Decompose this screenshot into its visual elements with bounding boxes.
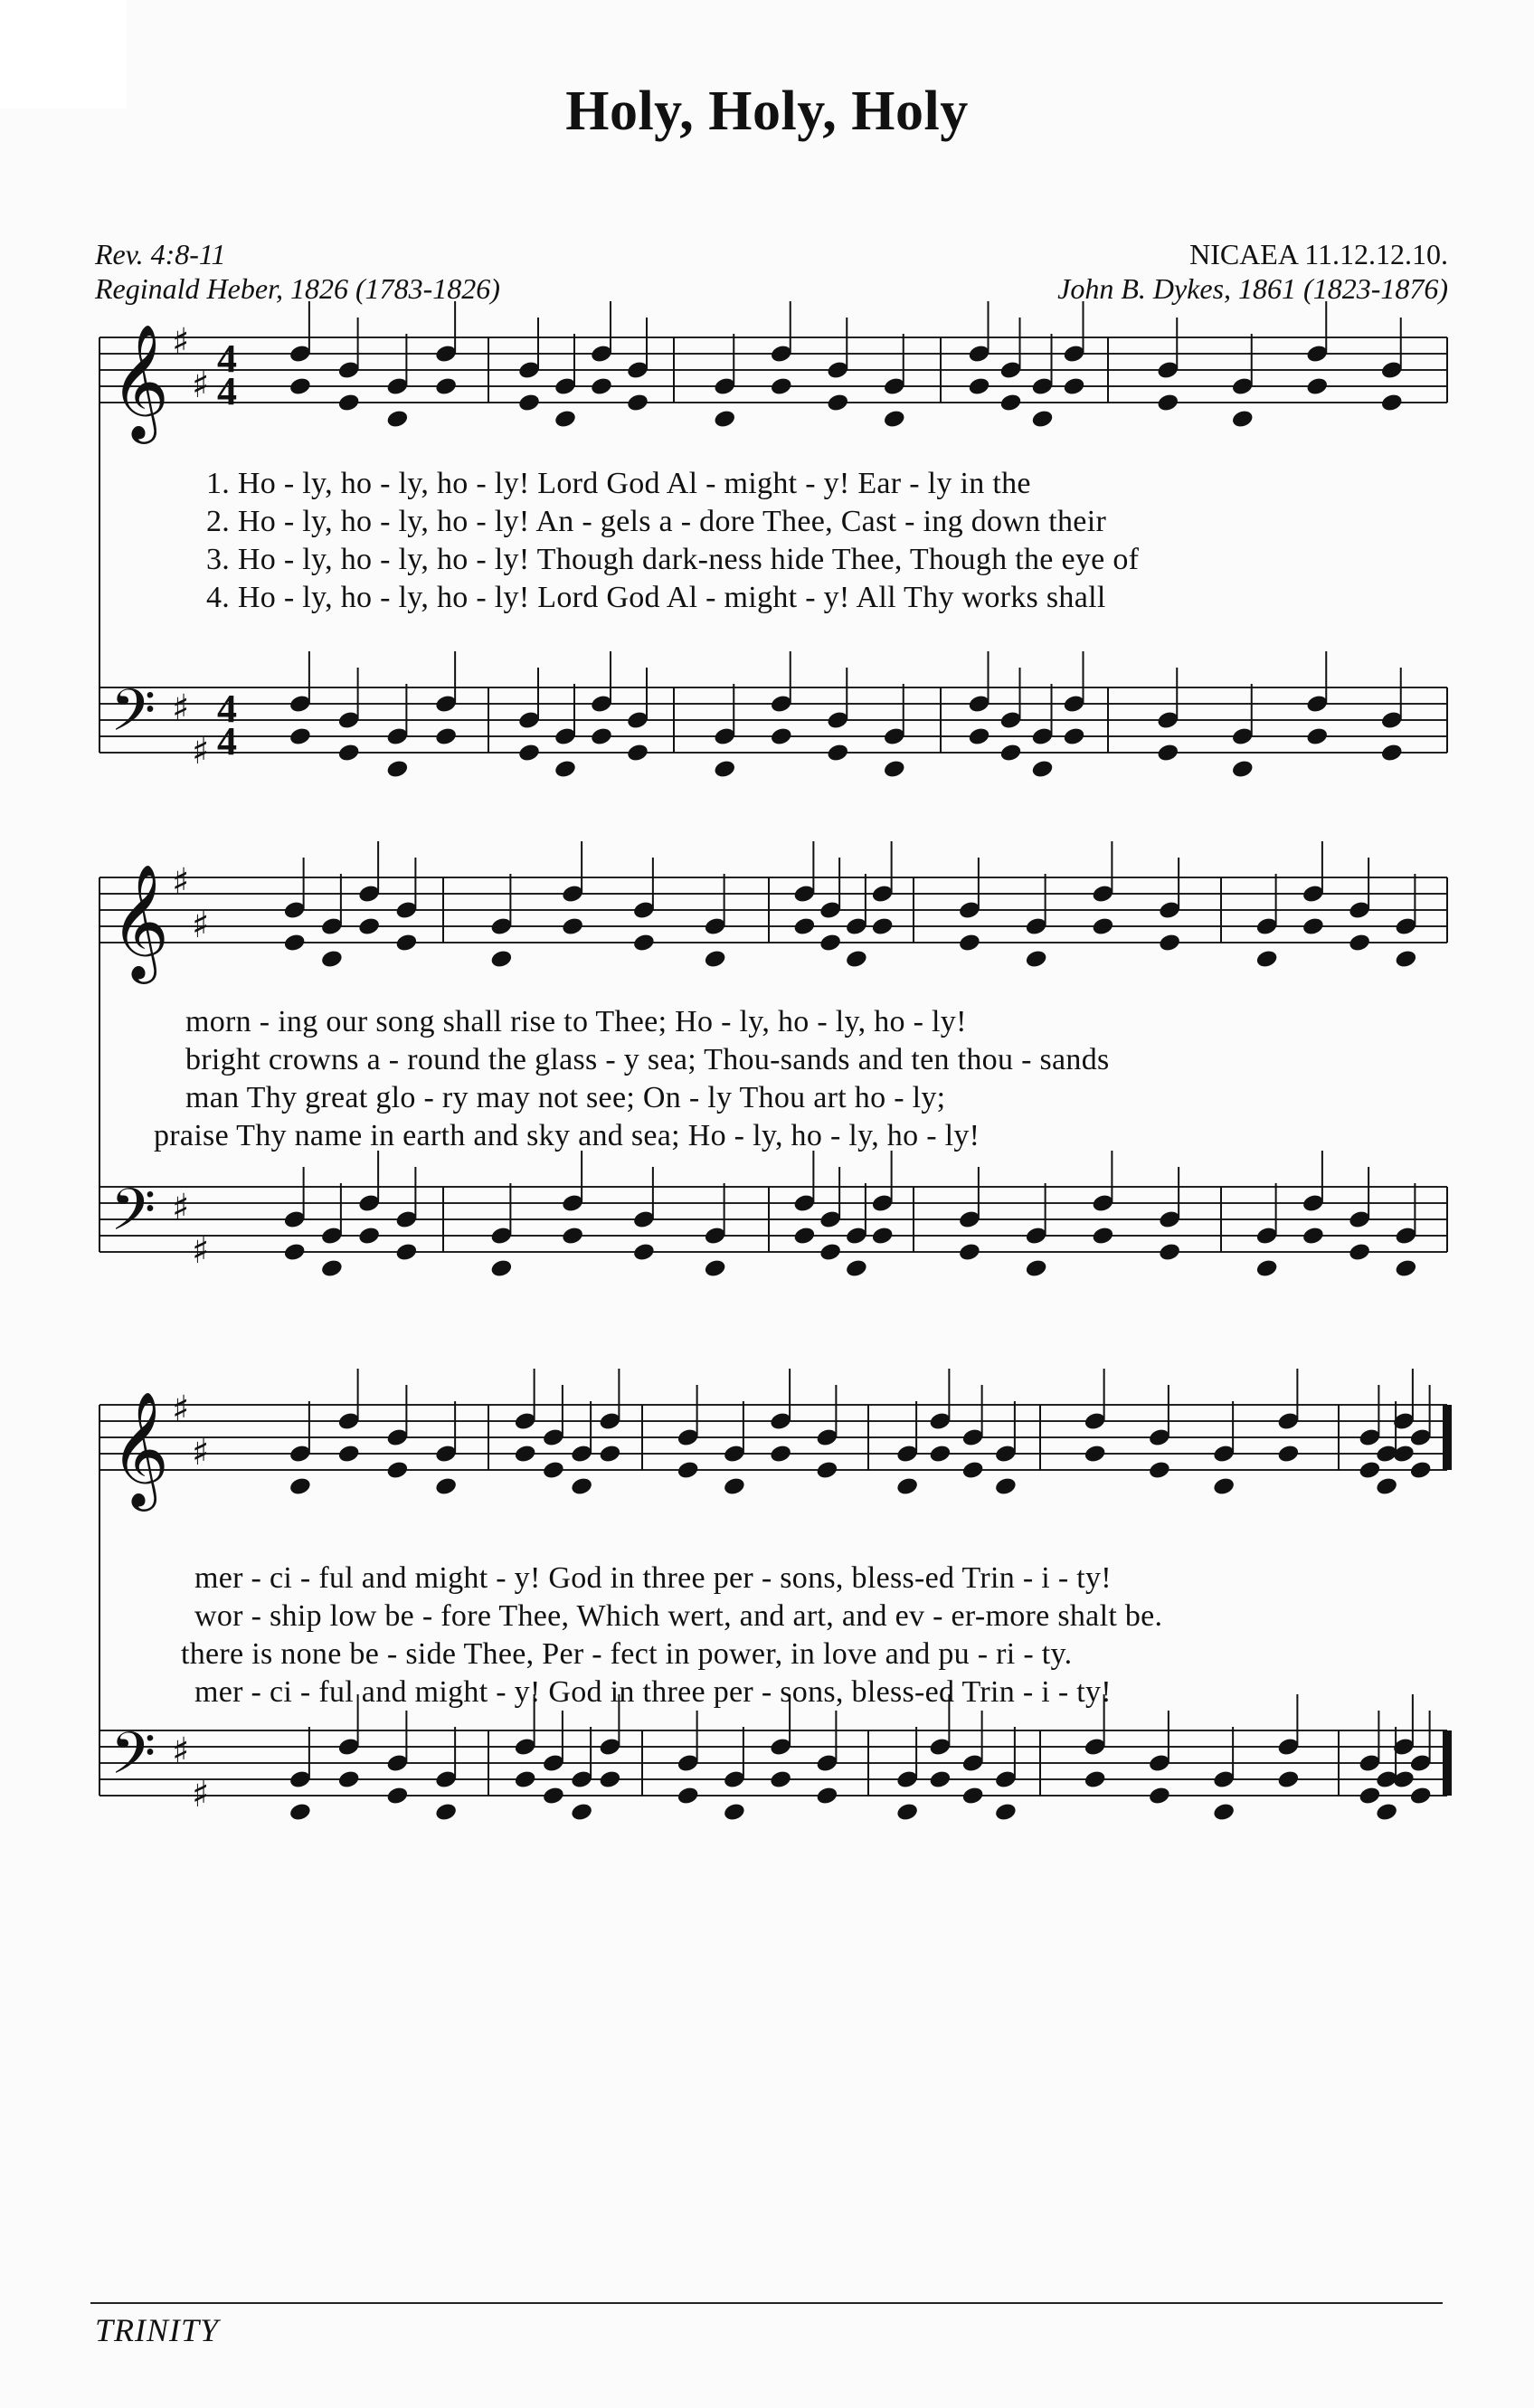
sharp-icon: ♯ bbox=[192, 1774, 210, 1815]
note-head bbox=[598, 1769, 621, 1790]
note-head bbox=[337, 743, 361, 763]
note-head bbox=[590, 726, 613, 747]
note-head bbox=[999, 743, 1022, 763]
note-head bbox=[1409, 1460, 1433, 1481]
sharp-icon: ♯ bbox=[192, 365, 210, 406]
note-head bbox=[1348, 1242, 1371, 1263]
note-head bbox=[1062, 376, 1085, 397]
treble-clef-icon: 𝄞 bbox=[110, 863, 170, 979]
note-head bbox=[385, 409, 409, 430]
note-head bbox=[1394, 949, 1417, 970]
note-head bbox=[289, 1476, 312, 1497]
note-head bbox=[928, 1444, 952, 1465]
system-1 bbox=[99, 301, 1447, 779]
note-head bbox=[958, 933, 981, 953]
note-head bbox=[723, 1476, 746, 1497]
note-head bbox=[542, 1786, 565, 1806]
note-head bbox=[871, 1226, 895, 1247]
note-head bbox=[713, 759, 736, 780]
note-head bbox=[385, 1786, 409, 1806]
note-head bbox=[677, 1786, 700, 1806]
note-head bbox=[1091, 916, 1114, 937]
note-head bbox=[434, 1802, 458, 1823]
sharp-icon: ♯ bbox=[172, 1389, 190, 1430]
note-head bbox=[815, 1460, 838, 1481]
bass-staff bbox=[99, 651, 1447, 779]
note-head bbox=[770, 376, 793, 397]
note-head bbox=[289, 376, 312, 397]
note-head bbox=[1394, 1258, 1417, 1279]
note-head bbox=[1030, 759, 1054, 780]
note-head bbox=[769, 1444, 792, 1465]
note-head bbox=[826, 393, 849, 413]
note-head bbox=[961, 1460, 985, 1481]
note-head bbox=[1084, 1444, 1107, 1465]
note-head bbox=[928, 1769, 952, 1790]
note-head bbox=[554, 409, 577, 430]
treble-staff bbox=[99, 301, 1447, 444]
note-head bbox=[632, 933, 656, 953]
lyric-line: 2. Ho - ly, ho - ly, ho - ly! An - gels a - dore Thee, Cast - ing down their bbox=[206, 505, 1107, 538]
lyric-line: wor - ship low be - fore Thee, Which wert, and art, and ev - er-more shalt be. bbox=[194, 1599, 1163, 1633]
note-head bbox=[1231, 759, 1255, 780]
note-head bbox=[542, 1460, 565, 1481]
note-head bbox=[1276, 1769, 1300, 1790]
note-head bbox=[1409, 1786, 1433, 1806]
sharp-icon: ♯ bbox=[172, 687, 190, 729]
note-head bbox=[704, 1258, 727, 1279]
note-head bbox=[283, 1242, 307, 1263]
note-head bbox=[1255, 949, 1279, 970]
bass-staff bbox=[99, 1151, 1447, 1278]
lyric-line: 4. Ho - ly, ho - ly, ho - ly! Lord God Al - might - y! All Thy works shall bbox=[206, 581, 1106, 614]
note-head bbox=[1025, 1258, 1048, 1279]
note-head bbox=[590, 376, 613, 397]
note-head bbox=[1380, 393, 1404, 413]
note-head bbox=[1255, 1258, 1279, 1279]
note-head bbox=[819, 1242, 842, 1263]
note-head bbox=[1084, 1769, 1107, 1790]
note-head bbox=[394, 1242, 418, 1263]
treble-staff bbox=[99, 1369, 1447, 1512]
sharp-icon: ♯ bbox=[192, 1230, 210, 1272]
note-head bbox=[1305, 726, 1329, 747]
note-head bbox=[967, 726, 990, 747]
note-head bbox=[1302, 916, 1325, 937]
note-head bbox=[1212, 1476, 1236, 1497]
note-head bbox=[713, 409, 736, 430]
note-head bbox=[337, 393, 361, 413]
sharp-icon: ♯ bbox=[172, 861, 190, 903]
treble-clef-icon: 𝄞 bbox=[110, 1390, 170, 1506]
note-head bbox=[434, 1476, 458, 1497]
treble-staff bbox=[99, 841, 1447, 984]
lyric-line: mer - ci - ful and might - y! God in three per - sons, bless-ed Trin - i - ty! bbox=[194, 1561, 1112, 1595]
note-head bbox=[883, 409, 906, 430]
bass-clef-icon: 𝄢 bbox=[110, 1177, 156, 1258]
lyric-line: man Thy great glo - ry may not see; On - ly Thou art ho - ly; bbox=[185, 1081, 946, 1114]
note-head bbox=[1212, 1802, 1236, 1823]
note-head bbox=[883, 759, 906, 780]
note-head bbox=[677, 1460, 700, 1481]
note-head bbox=[895, 1802, 919, 1823]
lyric-line: praise Thy name in earth and sky and sea; Ho - ly, ho - ly, ho - ly! bbox=[154, 1119, 980, 1152]
sharp-icon: ♯ bbox=[192, 905, 210, 946]
note-head bbox=[514, 1444, 537, 1465]
tune-meter: NICAEA 11.12.12.10. bbox=[1189, 238, 1448, 270]
note-head bbox=[1358, 1460, 1381, 1481]
note-head bbox=[967, 376, 990, 397]
note-head bbox=[819, 933, 842, 953]
note-head bbox=[385, 759, 409, 780]
time-signature: 4 bbox=[217, 337, 237, 381]
sharp-icon: ♯ bbox=[192, 1432, 210, 1474]
note-head bbox=[1302, 1226, 1325, 1247]
note-head bbox=[1156, 393, 1179, 413]
note-head bbox=[337, 1444, 361, 1465]
time-signature: 4 bbox=[217, 719, 237, 763]
note-head bbox=[357, 1226, 381, 1247]
note-head bbox=[845, 949, 868, 970]
note-head bbox=[1348, 933, 1371, 953]
note-head bbox=[632, 1242, 656, 1263]
note-head bbox=[815, 1786, 838, 1806]
note-head bbox=[871, 916, 895, 937]
note-head bbox=[385, 1460, 409, 1481]
note-head bbox=[394, 933, 418, 953]
sharp-icon: ♯ bbox=[172, 321, 190, 363]
tune-composer: John B. Dykes, 1861 (1823-1876) bbox=[1057, 272, 1448, 305]
note-head bbox=[1091, 1226, 1114, 1247]
scripture-reference: Rev. 4:8-11 bbox=[95, 238, 226, 270]
note-head bbox=[570, 1476, 593, 1497]
note-head bbox=[994, 1476, 1018, 1497]
note-head bbox=[1375, 1802, 1398, 1823]
note-head bbox=[792, 1226, 816, 1247]
note-head bbox=[895, 1476, 919, 1497]
note-head bbox=[1062, 726, 1085, 747]
note-head bbox=[517, 393, 541, 413]
note-head bbox=[1375, 1476, 1398, 1497]
bass-staff bbox=[99, 1694, 1447, 1822]
lyric-line: bright crowns a - round the glass - y sea; Thou-sands and ten thou - sands bbox=[185, 1043, 1110, 1076]
note-head bbox=[723, 1802, 746, 1823]
note-head bbox=[320, 1258, 344, 1279]
note-head bbox=[845, 1258, 868, 1279]
lyric-line: morn - ing our song shall rise to Thee; Ho - ly, ho - ly, ho - ly! bbox=[185, 1005, 967, 1038]
time-signature: 4 bbox=[217, 687, 237, 731]
note-head bbox=[570, 1802, 593, 1823]
footer-rule bbox=[90, 2302, 1443, 2304]
note-head bbox=[1148, 1786, 1171, 1806]
note-head bbox=[1156, 743, 1179, 763]
treble-clef-icon: 𝄞 bbox=[110, 323, 170, 439]
note-head bbox=[554, 759, 577, 780]
bass-clef-icon: 𝄢 bbox=[110, 678, 156, 759]
note-head bbox=[489, 949, 513, 970]
note-head bbox=[1305, 376, 1329, 397]
note-head bbox=[994, 1802, 1018, 1823]
time-signature: 4 bbox=[217, 369, 237, 413]
note-head bbox=[289, 1802, 312, 1823]
note-head bbox=[337, 1769, 361, 1790]
bass-clef-icon: 𝄢 bbox=[110, 1721, 156, 1802]
note-head bbox=[770, 726, 793, 747]
note-head bbox=[517, 743, 541, 763]
footer-category: TRINITY bbox=[95, 2312, 220, 2348]
sharp-icon: ♯ bbox=[172, 1730, 190, 1772]
note-head bbox=[1148, 1460, 1171, 1481]
note-head bbox=[320, 949, 344, 970]
hymn-title: Holy, Holy, Holy bbox=[565, 81, 969, 142]
note-head bbox=[357, 916, 381, 937]
note-head bbox=[1276, 1444, 1300, 1465]
sharp-icon: ♯ bbox=[192, 731, 210, 773]
note-head bbox=[1358, 1786, 1381, 1806]
note-head bbox=[1380, 743, 1404, 763]
note-head bbox=[626, 393, 649, 413]
note-head bbox=[999, 393, 1022, 413]
lyric-line: 1. Ho - ly, ho - ly, ho - ly! Lord God Al - might - y! Ear - ly in the bbox=[206, 467, 1031, 500]
note-head bbox=[289, 726, 312, 747]
text-author: Reginald Heber, 1826 (1783-1826) bbox=[95, 272, 500, 305]
sharp-icon: ♯ bbox=[172, 1187, 190, 1228]
lyric-line: there is none be - side Thee, Per - fect in power, in love and pu - ri - ty. bbox=[181, 1637, 1073, 1671]
note-head bbox=[961, 1786, 985, 1806]
note-head bbox=[489, 1258, 513, 1279]
note-head bbox=[626, 743, 649, 763]
note-head bbox=[1158, 1242, 1181, 1263]
note-head bbox=[792, 916, 816, 937]
note-head bbox=[958, 1242, 981, 1263]
lyric-line: 3. Ho - ly, ho - ly, ho - ly! Though dark-ness hide Thee, Though the eye of bbox=[206, 543, 1140, 576]
note-head bbox=[561, 916, 584, 937]
note-head bbox=[434, 376, 458, 397]
note-head bbox=[1231, 409, 1255, 430]
lyric-line: mer - ci - ful and might - y! God in three per - sons, bless-ed Trin - i - ty! bbox=[194, 1675, 1112, 1709]
note-head bbox=[514, 1769, 537, 1790]
note-head bbox=[561, 1226, 584, 1247]
note-head bbox=[769, 1769, 792, 1790]
note-head bbox=[1030, 409, 1054, 430]
note-head bbox=[704, 949, 727, 970]
note-head bbox=[1025, 949, 1048, 970]
note-head bbox=[1158, 933, 1181, 953]
note-head bbox=[826, 743, 849, 763]
note-head bbox=[598, 1444, 621, 1465]
note-head bbox=[283, 933, 307, 953]
note-head bbox=[434, 726, 458, 747]
